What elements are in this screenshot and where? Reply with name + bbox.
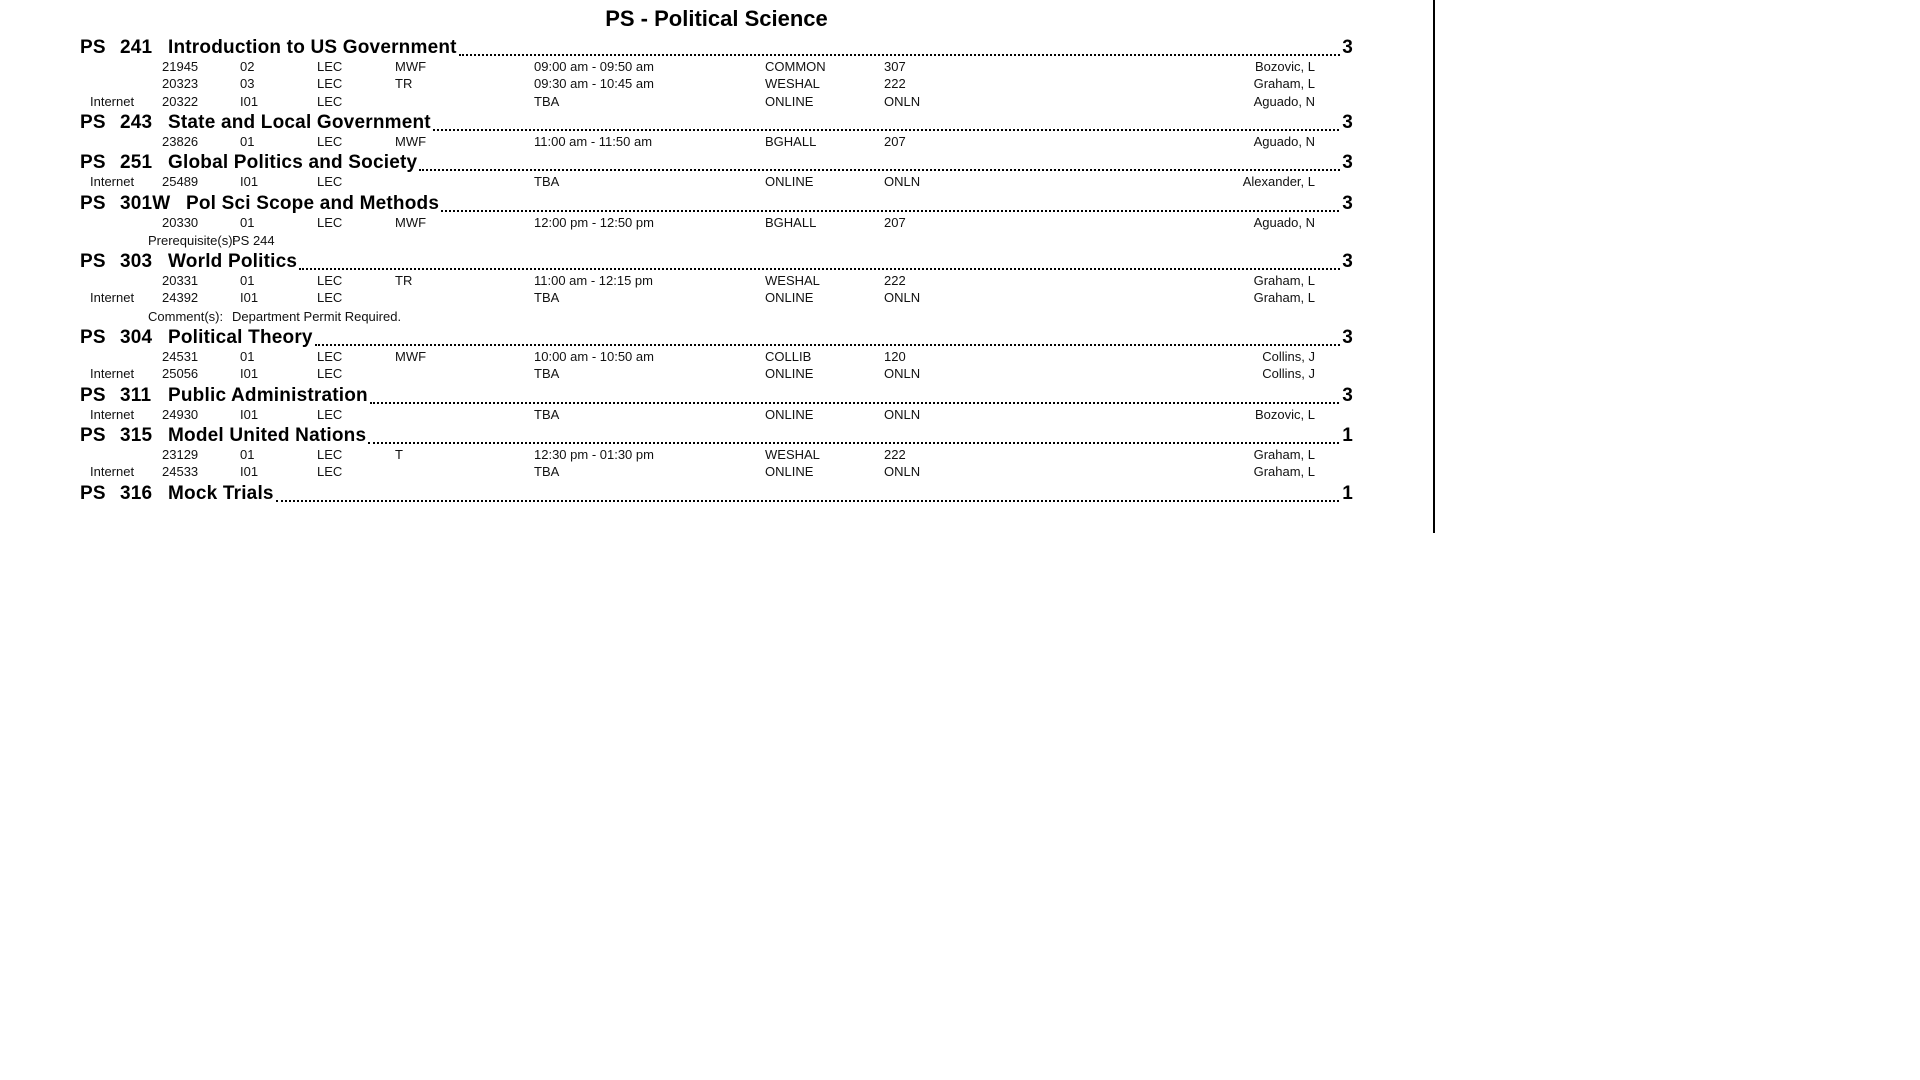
section-instructor: Alexander, L <box>1242 174 1315 190</box>
course-credits: 3 <box>1342 37 1353 58</box>
section-days: MWF <box>395 133 427 149</box>
section-building: ONLINE <box>765 174 814 190</box>
section-crn: 20330 <box>162 214 199 230</box>
section-time: 12:00 pm - 12:50 pm <box>534 214 654 230</box>
section-number: I01 <box>240 174 259 190</box>
section-number: 01 <box>240 446 255 462</box>
section-crn: 23826 <box>162 133 199 149</box>
section-mode: Internet <box>90 290 135 306</box>
section-days: TR <box>395 76 413 92</box>
section-type: LEC <box>317 464 343 480</box>
course-title: Mock Trials <box>168 482 274 504</box>
section-mode: Internet <box>90 464 135 480</box>
course-heading <box>80 327 1353 349</box>
section-building: ONLINE <box>765 464 814 480</box>
course-note <box>80 233 1353 249</box>
course-number: 304 <box>120 327 153 348</box>
section-room: 222 <box>884 273 906 289</box>
section-crn: 20331 <box>162 273 199 289</box>
section-number: I01 <box>240 93 259 109</box>
course-credits: 3 <box>1342 251 1353 273</box>
course-number: 241 <box>120 37 153 58</box>
section-type: LEC <box>317 133 343 149</box>
course-credits: 1 <box>1342 482 1353 504</box>
section-room: 222 <box>884 446 906 462</box>
section-building: WESHAL <box>765 446 820 462</box>
course-number: 243 <box>120 111 153 133</box>
section-building: WESHAL <box>765 273 820 289</box>
section-days: TR <box>395 273 413 289</box>
section-room: 222 <box>884 76 906 92</box>
section-type: LEC <box>317 446 343 462</box>
section-building: COMMON <box>765 59 826 74</box>
section-time: 09:30 am - 10:45 am <box>534 76 654 92</box>
section-instructor: Bozovic, L <box>1255 406 1315 422</box>
section-room: 207 <box>884 214 906 230</box>
note-text: Department Permit Required. <box>232 308 402 324</box>
course-heading <box>80 112 1353 134</box>
section-number: I01 <box>240 464 259 480</box>
section-crn: 24392 <box>162 290 199 306</box>
section-crn: 24930 <box>162 406 199 422</box>
section-row <box>80 366 1353 382</box>
section-row <box>80 273 1353 289</box>
course-subject: PS <box>80 424 106 446</box>
section-instructor: Collins, J <box>1262 349 1315 364</box>
course-number: 311 <box>120 384 152 406</box>
section-time: TBA <box>534 290 560 306</box>
section-instructor: Collins, J <box>1262 366 1315 382</box>
course-heading <box>80 193 1353 215</box>
section-time: TBA <box>534 366 560 382</box>
page-edge-divider <box>1433 0 1435 533</box>
course-subject: PS <box>80 384 106 406</box>
dot-leader <box>441 210 1343 212</box>
course-heading <box>80 152 1353 174</box>
course-credits: 3 <box>1342 192 1353 214</box>
section-time: TBA <box>534 406 560 422</box>
note-label: Prerequisite(s): <box>148 232 237 248</box>
course-title: State and Local Government <box>168 111 431 133</box>
note-label: Comment(s): <box>148 308 224 324</box>
section-number: I01 <box>240 290 259 306</box>
course-heading <box>80 483 1353 505</box>
section-time: 11:00 am - 12:15 pm <box>534 273 653 289</box>
section-crn: 20323 <box>162 76 199 92</box>
section-row <box>80 407 1353 423</box>
section-type: LEC <box>317 349 343 364</box>
section-days: MWF <box>395 59 427 74</box>
section-building: ONLINE <box>765 93 814 109</box>
section-time: TBA <box>534 174 560 190</box>
course-title: Model United Nations <box>168 424 367 446</box>
section-type: LEC <box>317 290 343 306</box>
course-number: 303 <box>120 251 153 273</box>
section-instructor: Graham, L <box>1253 76 1315 92</box>
section-time: TBA <box>534 93 560 109</box>
section-instructor: Graham, L <box>1253 446 1315 462</box>
course-title: Introduction to US Government <box>168 37 457 58</box>
section-crn: 25056 <box>162 366 199 382</box>
course-credits: 3 <box>1342 152 1353 174</box>
section-building: ONLINE <box>765 290 814 306</box>
section-building: ONLINE <box>765 406 814 422</box>
section-room: 207 <box>884 133 906 149</box>
section-type: LEC <box>317 406 343 422</box>
section-number: I01 <box>240 406 259 422</box>
course-heading <box>80 425 1353 447</box>
course-subject: PS <box>80 251 106 273</box>
section-type: LEC <box>317 214 343 230</box>
course-note <box>80 309 1353 325</box>
section-room: ONLN <box>884 93 921 109</box>
section-instructor: Bozovic, L <box>1255 59 1315 74</box>
section-building: BGHALL <box>765 133 817 149</box>
section-room: ONLN <box>884 290 921 306</box>
note-text: PS 244 <box>232 232 275 248</box>
course-subject: PS <box>80 482 106 504</box>
dot-leader <box>368 442 1343 444</box>
dot-leader <box>299 268 1343 270</box>
dot-leader <box>276 500 1343 502</box>
section-instructor: Graham, L <box>1253 273 1315 289</box>
section-row <box>80 349 1353 365</box>
section-days: T <box>395 446 403 462</box>
section-instructor: Graham, L <box>1253 290 1315 306</box>
section-room: ONLN <box>884 464 921 480</box>
section-building: WESHAL <box>765 76 820 92</box>
section-time: 10:00 am - 10:50 am <box>534 349 654 364</box>
dot-leader <box>419 169 1343 171</box>
course-title: Pol Sci Scope and Methods <box>186 192 440 214</box>
section-time: 11:00 am - 11:50 am <box>534 133 653 149</box>
course-subject: PS <box>80 327 106 348</box>
section-crn: 24531 <box>162 349 199 364</box>
section-instructor: Graham, L <box>1253 464 1315 480</box>
course-title: Public Administration <box>168 384 368 406</box>
section-row <box>80 76 1353 92</box>
course-title: Political Theory <box>168 327 313 348</box>
section-crn: 25489 <box>162 174 199 190</box>
section-time: 09:00 am - 09:50 am <box>534 59 654 74</box>
section-days: MWF <box>395 214 427 230</box>
section-room: ONLN <box>884 174 921 190</box>
course-subject: PS <box>80 37 106 58</box>
section-room: 307 <box>884 59 906 74</box>
section-mode: Internet <box>90 406 135 422</box>
section-type: LEC <box>317 273 343 289</box>
section-number: 01 <box>240 133 255 149</box>
section-row <box>80 59 1353 75</box>
section-mode: Internet <box>90 366 135 382</box>
section-building: BGHALL <box>765 214 817 230</box>
course-heading <box>80 385 1353 407</box>
section-type: LEC <box>317 76 343 92</box>
section-room: ONLN <box>884 406 921 422</box>
section-row <box>80 94 1353 110</box>
section-row <box>80 215 1353 231</box>
section-row <box>80 134 1353 150</box>
section-instructor: Aguado, N <box>1253 133 1315 149</box>
page-title: PS - Political Science <box>605 6 828 31</box>
section-crn: 21945 <box>162 59 199 74</box>
section-building: ONLINE <box>765 366 814 382</box>
section-number: 01 <box>240 214 255 230</box>
dot-leader <box>315 344 1343 346</box>
course-number: 316 <box>120 482 153 504</box>
course-subject: PS <box>80 111 106 133</box>
section-type: LEC <box>317 59 343 74</box>
section-row <box>80 447 1353 463</box>
section-number: I01 <box>240 366 259 382</box>
section-room: 120 <box>884 349 906 364</box>
dot-leader <box>370 402 1343 404</box>
course-heading <box>80 37 1353 59</box>
dot-leader <box>433 129 1343 131</box>
section-building: COLLIB <box>765 349 812 364</box>
course-credits: 3 <box>1342 327 1353 348</box>
section-days: MWF <box>395 349 427 364</box>
course-credits: 1 <box>1342 424 1353 446</box>
section-mode: Internet <box>90 93 135 109</box>
course-title: World Politics <box>168 251 298 273</box>
section-room: ONLN <box>884 366 921 382</box>
section-instructor: Aguado, N <box>1253 93 1315 109</box>
course-heading <box>80 251 1353 273</box>
course-title: Global Politics and Society <box>168 152 418 174</box>
course-number: 301W <box>120 192 171 214</box>
course-subject: PS <box>80 152 106 174</box>
course-number: 251 <box>120 152 153 174</box>
section-number: 01 <box>240 349 255 364</box>
course-credits: 3 <box>1342 111 1353 133</box>
section-type: LEC <box>317 366 343 382</box>
course-subject: PS <box>80 192 106 214</box>
section-time: TBA <box>534 464 560 480</box>
section-row <box>80 174 1353 190</box>
dot-leader <box>459 54 1343 56</box>
section-crn: 24533 <box>162 464 199 480</box>
section-instructor: Aguado, N <box>1253 214 1315 230</box>
section-number: 02 <box>240 59 255 74</box>
section-type: LEC <box>317 93 343 109</box>
section-type: LEC <box>317 174 343 190</box>
section-number: 01 <box>240 273 255 289</box>
section-crn: 23129 <box>162 446 199 462</box>
course-credits: 3 <box>1342 384 1353 406</box>
section-mode: Internet <box>90 174 135 190</box>
section-crn: 20322 <box>162 93 199 109</box>
section-number: 03 <box>240 76 255 92</box>
section-row <box>80 290 1353 306</box>
section-row <box>80 464 1353 480</box>
course-number: 315 <box>120 424 153 446</box>
section-time: 12:30 pm - 01:30 pm <box>534 446 654 462</box>
course-listing <box>80 0 1353 533</box>
